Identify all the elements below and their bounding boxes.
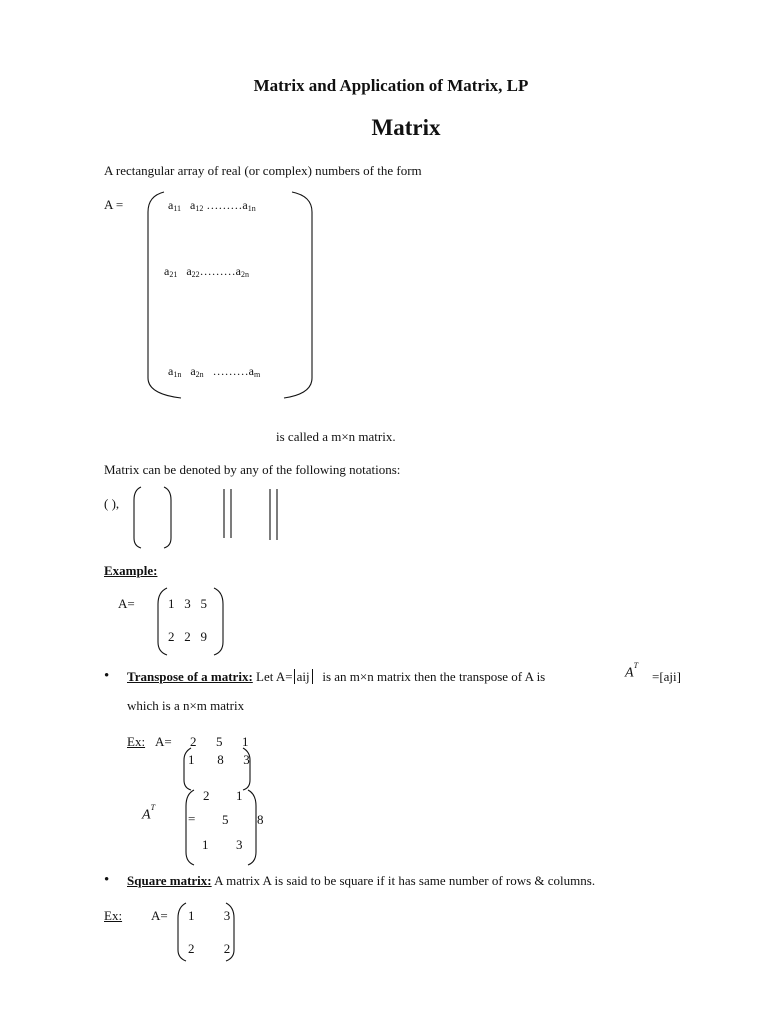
square-ex-label: Ex: (104, 908, 123, 923)
cell-a1n: $a_{1n}$ (242, 198, 256, 213)
transpose-result-mid: 5 (222, 812, 229, 827)
matrix-a-label: A = (104, 197, 124, 212)
example-row-1: 1 3 5 (168, 596, 207, 611)
square-row-1: 1 3 (188, 908, 231, 923)
dots: ……… (206, 198, 243, 212)
transpose-result-label: $A^T$ (142, 803, 156, 823)
transpose-bullet: • (104, 668, 110, 684)
document-title: Matrix and Application of Matrix, LP (253, 76, 529, 95)
square-bullet: • (104, 872, 110, 888)
notation-parens: ( ), (104, 496, 120, 511)
example-row-2: 2 2 9 (168, 629, 207, 644)
square-a-label: A= (151, 908, 168, 923)
transpose-heading: Transpose of a matrix: (127, 669, 253, 684)
transpose-result-r3c1: 1 (202, 837, 209, 852)
transpose-a-row-2: 1 8 3 (188, 752, 250, 767)
cell-a2n: $a_{2n}$ (190, 364, 204, 379)
transpose-ex-label: Ex: (127, 734, 146, 749)
dots: ……… (212, 364, 249, 378)
transpose-text-3: =[aji] (652, 669, 681, 684)
transpose-line-2: which is a n×m matrix (127, 698, 245, 713)
cell-a21: $a_{21}$ (164, 264, 178, 279)
cell-a22: $a_{22}$ (186, 264, 200, 279)
square-text: A matrix A is said to be square if it has same number of rows & columns. (214, 873, 596, 888)
notation-text: Matrix can be denoted by any of the following notations: (104, 462, 401, 477)
transpose-a-row-1: 2 5 1 (190, 734, 249, 749)
cell-a2n: $a_{2n}$ (235, 264, 249, 279)
cell-am: $a_m$ (248, 364, 261, 379)
transpose-at-symbol: $A^T$ (625, 661, 639, 681)
section-title: Matrix (371, 115, 441, 140)
example-a-label: A= (118, 596, 135, 611)
transpose-a-label: A= (155, 734, 172, 749)
square-heading: Square matrix: (127, 873, 212, 888)
cell-a12: $a_{12}$ (190, 198, 204, 213)
transpose-result-r1c1: 2 (203, 788, 210, 803)
transpose-result-r3c2: 3 (236, 837, 243, 852)
cell-a1n: $a_{1n}$ (168, 364, 182, 379)
transpose-text-2: is an m×n matrix then the transpose of A is (322, 669, 546, 684)
intro-text: A rectangular array of real (or complex) numbers of the form (104, 163, 422, 178)
transpose-result-r1c2: 1 (236, 788, 243, 803)
cell-a11: $a_{11}$ (168, 198, 182, 213)
transpose-result-equals: = (188, 811, 196, 826)
square-row-2: 2 2 (188, 941, 231, 956)
transpose-text-1: Let A= (256, 669, 293, 684)
called-text: is called a m×n matrix. (276, 429, 396, 444)
example-heading: Example: (104, 563, 158, 578)
dots: ……… (199, 264, 236, 278)
aij-bracket: aij (294, 669, 313, 684)
transpose-result-right: 8 (257, 812, 264, 827)
